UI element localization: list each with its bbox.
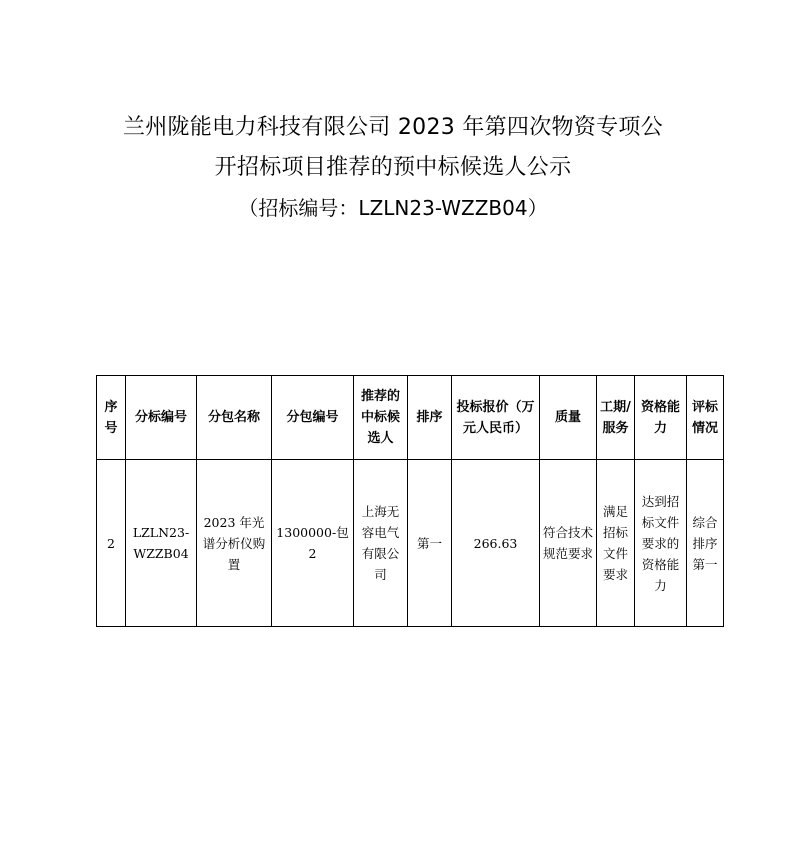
- title-line-1: 兰州陇能电力科技有限公司 2023 年第四次物资专项公: [122, 115, 664, 140]
- header-period: 工期/服务: [597, 376, 635, 460]
- cell-candidate: 上海无容电气有限公司: [354, 460, 408, 627]
- candidate-table: [96, 375, 724, 627]
- table-row: [97, 460, 724, 627]
- cell-price: 266.63: [452, 460, 540, 627]
- header-row: [97, 376, 724, 460]
- cell-package-no: 1300000-包2: [272, 460, 354, 627]
- header-candidate: 推荐的中标候选人: [354, 376, 408, 460]
- header-lot-no: 分标编号: [126, 376, 197, 460]
- header-rank: 排序: [408, 376, 452, 460]
- header-seq: 序号: [97, 376, 126, 460]
- cell-seq: 2: [97, 460, 126, 627]
- title-line-2: 开招标项目推荐的预中标候选人公示: [214, 155, 572, 180]
- cell-evaluation: 综合排序第一: [687, 460, 724, 627]
- cell-qualification: 达到招标文件要求的资格能力: [635, 460, 687, 627]
- header-price: 投标报价（万元人民币）: [452, 376, 540, 460]
- cell-quality: 符合技术规范要求: [540, 460, 597, 627]
- announcement-title: [0, 108, 786, 228]
- cell-lot-no: LZLN23-WZZB04: [126, 460, 197, 627]
- cell-period: 满足招标文件要求: [597, 460, 635, 627]
- header-evaluation: 评标情况: [687, 376, 724, 460]
- header-quality: 质量: [540, 376, 597, 460]
- header-package-no: 分包编号: [272, 376, 354, 460]
- header-qualification: 资格能力: [635, 376, 687, 460]
- cell-rank: 第一: [408, 460, 452, 627]
- header-package-name: 分包名称: [197, 376, 272, 460]
- cell-package-name: 2023 年光谱分析仪购置: [197, 460, 272, 627]
- tender-number: （招标编号：LZLN23-WZZB04）: [238, 196, 548, 220]
